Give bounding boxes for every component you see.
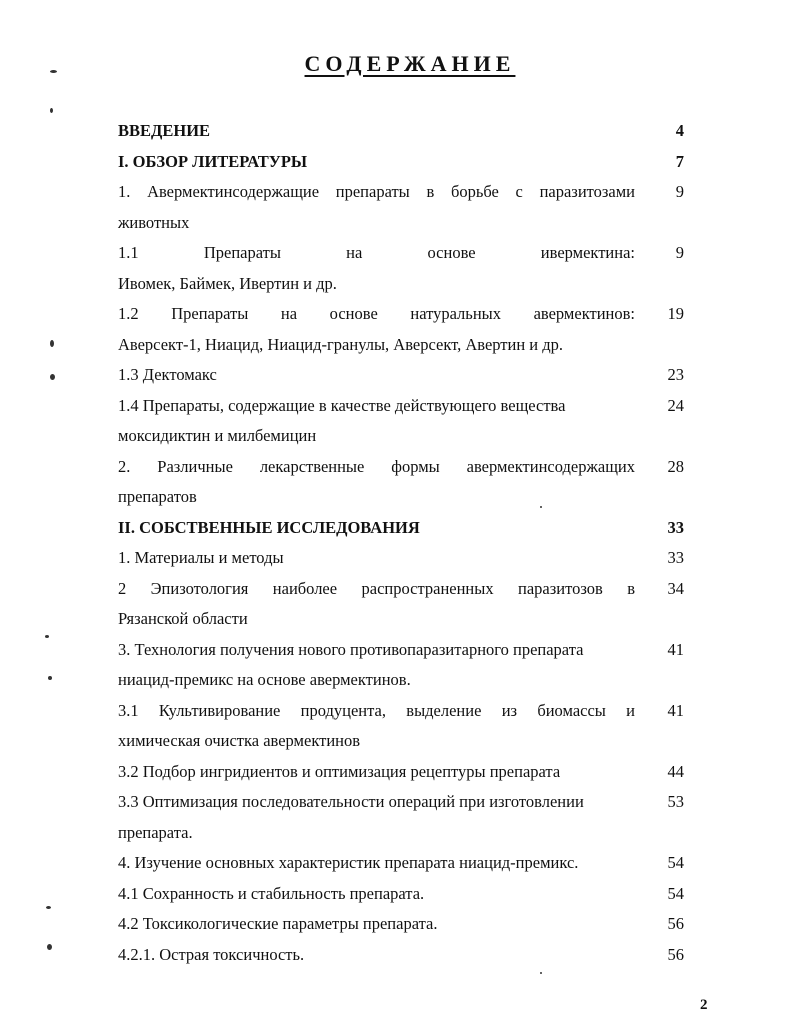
toc-entry-page: 4	[675, 121, 684, 140]
toc-entry-label: 4.1 Сохранность и стабильность препарата.	[118, 883, 425, 903]
toc-entry-label: 1.4 Препараты, содержащие в качестве действующего вещества	[118, 395, 566, 415]
toc-entry-page: 23	[667, 365, 684, 384]
toc-entry-page: 28	[667, 456, 684, 476]
toc-entry-page: 41	[667, 700, 684, 720]
toc-entry-label: животных	[118, 212, 190, 232]
toc-entry-label: Аверсект-1, Ниацид, Ниацид-гранулы, Аверсект, Авертин и др.	[118, 334, 564, 354]
toc-entry-page: 53	[667, 792, 684, 811]
toc-entry-page: 34	[667, 578, 684, 598]
toc-entry-page: 33	[667, 548, 684, 567]
toc-entry-label: ВВЕДЕНИЕ	[118, 121, 211, 140]
toc-entry-page: 9	[675, 243, 684, 262]
scan-speck	[540, 972, 542, 974]
toc-entry-page: 54	[667, 853, 684, 872]
toc-entry-page: 33	[667, 517, 684, 537]
scan-speck	[50, 340, 54, 347]
scan-speck	[50, 70, 57, 73]
toc-entry-page: 54	[667, 883, 684, 903]
toc-entry-label: химическая очистка авермектинов	[118, 731, 361, 750]
toc-entry-label: ниацид-премикс на основе авермектинов.	[118, 670, 411, 689]
scan-speck	[50, 374, 55, 380]
toc-entry-label: II. СОБСТВЕННЫЕ ИССЛЕДОВАНИЯ	[118, 517, 420, 537]
scan-speck	[48, 676, 52, 680]
toc-entry-label: 1.3 Дектомакс	[118, 365, 217, 384]
toc-entry-page: 56	[667, 944, 684, 964]
toc-entry-label: 1.2 Препараты на основе натуральных авермектинов:	[118, 304, 635, 323]
toc-entry-label: препаратов	[118, 487, 197, 506]
toc-entry-label: I. ОБЗОР ЛИТЕРАТУРЫ	[118, 151, 308, 171]
scan-speck	[45, 635, 49, 638]
toc-entry-page: 41	[667, 639, 684, 659]
toc-entry-page: 44	[667, 761, 684, 781]
scan-speck	[50, 108, 53, 113]
toc-entry-label: Рязанской области	[118, 609, 248, 628]
toc-entry-label: 3.3 Оптимизация последовательности операций при изготовлении	[118, 792, 584, 811]
scan-speck	[540, 506, 542, 508]
toc-entry-page: 19	[667, 304, 684, 323]
toc-entry-label: моксидиктин и милбемицин	[118, 426, 317, 445]
toc-entry-label: 3.1 Культивирование продуцента, выделение из биомассы и	[118, 700, 635, 720]
toc-entry-label: 3. Технология получения нового противопаразитарного препарата	[118, 639, 584, 659]
toc-entry-label: 3.2 Подбор ингридиентов и оптимизация рецептуры препарата	[118, 761, 561, 781]
toc-entry-page: 7	[675, 151, 684, 171]
toc-entry-label: 4. Изучение основных характеристик препарата ниацид-премикс.	[118, 853, 579, 872]
scan-speck	[46, 906, 51, 909]
toc-entry-label: 4.2 Токсикологические параметры препарата.	[118, 914, 438, 933]
toc-entry-page: 9	[675, 182, 684, 201]
toc-entry-label: 1. Авермектинсодержащие препараты в борьбе с паразитозами	[118, 182, 635, 201]
toc-entry-label: препарата.	[118, 822, 193, 842]
page-number: 2	[700, 997, 708, 1013]
toc-entry-page: 24	[667, 395, 684, 415]
toc-entry-label: 1. Материалы и методы	[118, 548, 284, 567]
toc-entry-label: 1.1 Препараты на основе ивермектина:	[118, 243, 635, 262]
toc-entry-label: 2. Различные лекарственные формы авермектинсодержащих	[118, 456, 635, 476]
toc-entry-label: 4.2.1. Острая токсичность.	[118, 944, 305, 964]
toc-entry-label: Ивомек, Баймек, Ивертин и др.	[118, 273, 337, 293]
page-title: СОДЕРЖАНИЕ	[304, 51, 516, 76]
toc-entry-page: 56	[667, 914, 684, 933]
scan-speck	[47, 944, 52, 950]
toc-entry-label: 2 Эпизотология наиболее распространенных паразитозов в	[118, 578, 635, 598]
